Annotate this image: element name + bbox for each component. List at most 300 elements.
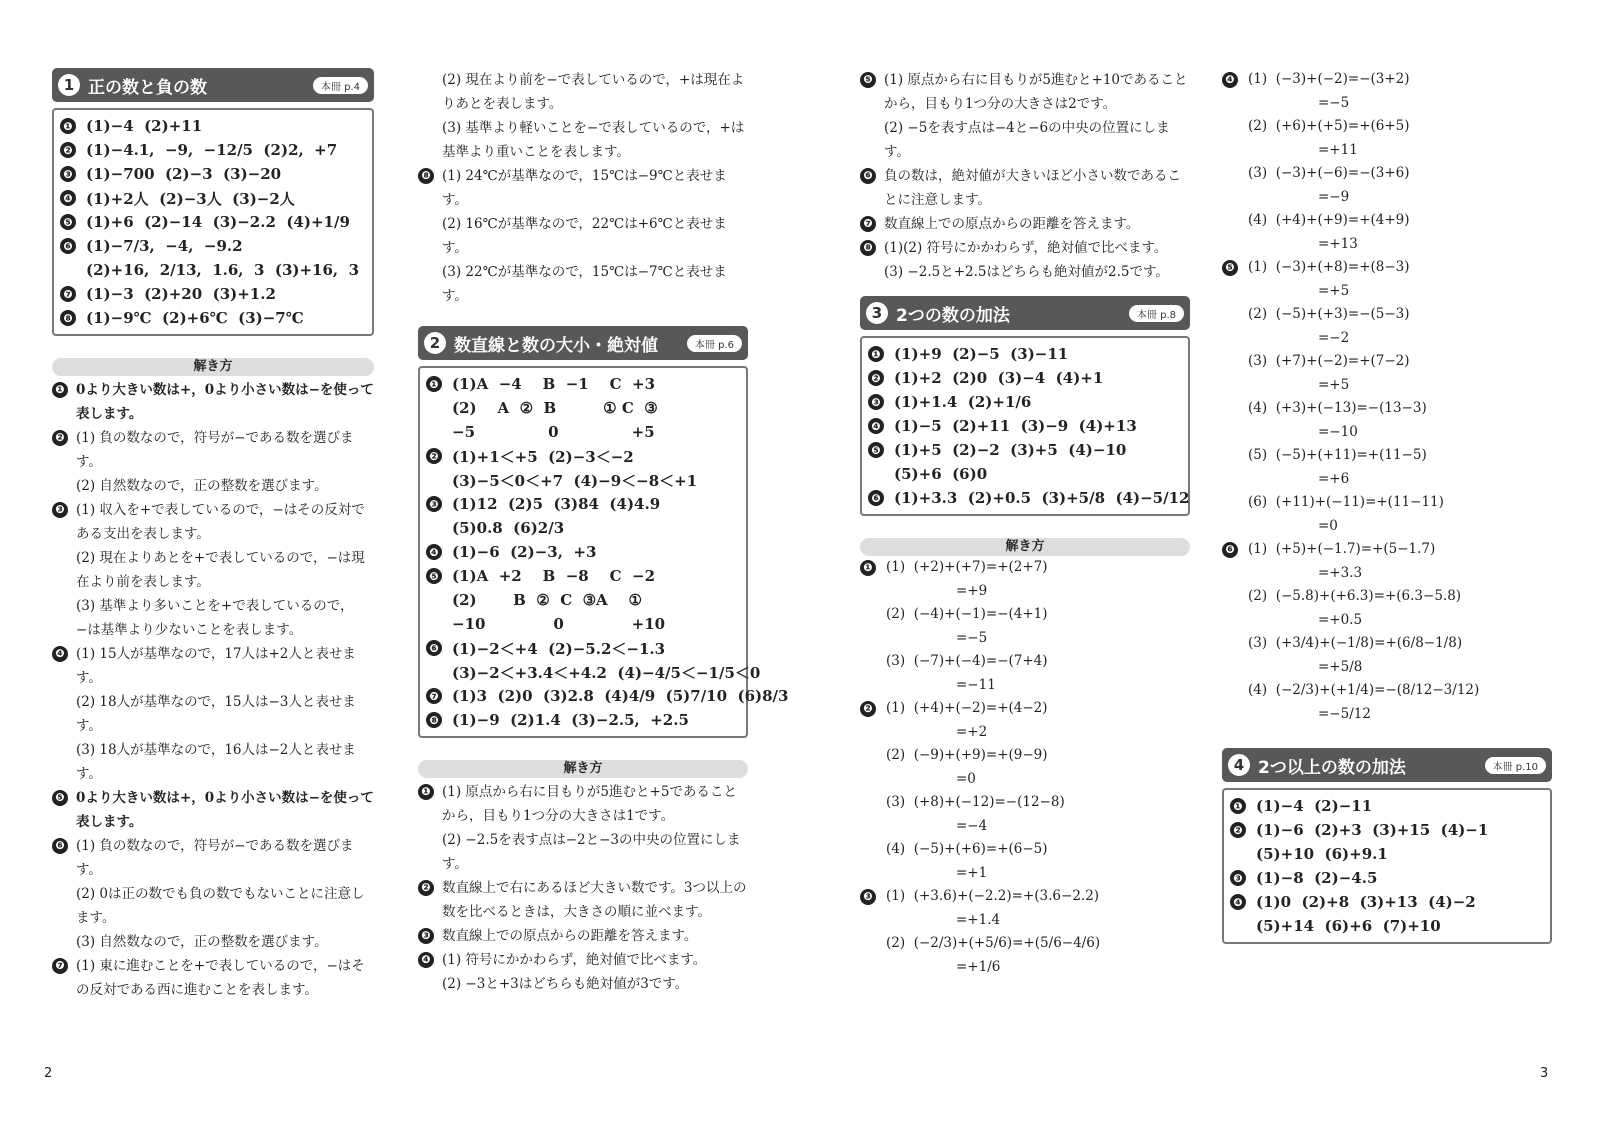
- answer-text: (1)−7/3, −4, −9.2: [86, 237, 243, 255]
- calculation-block: [860, 556, 1190, 603]
- explanation-text: 0より大きい数は+，0より小さい数は−を使って表します。: [76, 790, 374, 830]
- calculation-result: =−5/12: [1318, 705, 1371, 722]
- calculation-block: [1222, 444, 1552, 491]
- calculation-block: [860, 603, 1190, 650]
- answer-text: (2) A ② B ① C ③: [452, 399, 658, 417]
- answer-text: (1)+3.3 (2)+0.5 (3)+5/8 (4)−5/12: [894, 489, 1190, 507]
- question-number-icon: ❶: [426, 376, 442, 392]
- answer-box: [1222, 788, 1552, 944]
- calculation-expression: (1) (+2)+(+7)=+(2+7): [886, 559, 1048, 575]
- question-number-icon: ❶: [860, 560, 876, 576]
- calculation-block: [860, 791, 1190, 838]
- explanation-row: [418, 260, 748, 308]
- calculation-expression: (4) (−5)+(+6)=+(6−5): [886, 841, 1048, 857]
- book-reference: 本冊 p.8: [1129, 305, 1184, 322]
- answer-text: (1)−2＜+4 (2)−5.2＜−1.3: [452, 639, 666, 658]
- calculation-line: [860, 697, 1190, 721]
- calculation-block: [1222, 162, 1552, 209]
- question-number-icon: ❶: [868, 346, 884, 362]
- calculation-line: [1222, 68, 1552, 92]
- calculation-expression: (4) (−2/3)+(+1/4)=−(8/12−3/12): [1248, 682, 1480, 698]
- book-reference: 本冊 p.10: [1485, 757, 1546, 774]
- question-number-icon: ❼: [860, 216, 876, 232]
- calculation-line: [860, 932, 1190, 956]
- explanation-text: (3) 自然数なので，正の整数を選びます。: [76, 934, 328, 950]
- question-number-icon: ❶: [52, 382, 68, 398]
- calculation-result: =−4: [956, 817, 988, 834]
- explanation-text: (2) 現在よりあとを+で表しているので，−は現在より前を表します。: [76, 550, 365, 590]
- explanation-row: [52, 882, 374, 930]
- explanation-text: (1) 負の数なので，符号が−である数を選びます。: [76, 430, 354, 470]
- solution-heading: 解き方: [52, 358, 374, 376]
- explanation-text: (3) 基準より軽いことを−で表しているので，+は基準より重いことを表します。: [442, 120, 745, 160]
- calculation-block: [1222, 68, 1552, 115]
- explanations: [418, 780, 748, 996]
- calculation-result: =+3.3: [1318, 564, 1363, 581]
- explanation-text: (1) 24℃が基準なので，15℃は−9℃と表せます。: [442, 168, 727, 208]
- calculation-result: =+9: [956, 582, 988, 599]
- answer-text: (1)3 (2)0 (3)2.8 (4)4/9 (5)7/10 (6)8/3: [452, 687, 789, 705]
- calculation-line: [1222, 209, 1552, 233]
- question-number-icon: ❶: [60, 118, 76, 134]
- calculation-result: =−5: [956, 629, 988, 646]
- explanation-row: [418, 116, 748, 164]
- calculation-expression: (1) (+4)+(−2)=+(4−2): [886, 700, 1048, 716]
- calculations: [860, 556, 1190, 979]
- question-number-icon: ❷: [1230, 822, 1246, 838]
- answer-text: (1)−9 (2)1.4 (3)−2.5, +2.5: [452, 711, 689, 729]
- calculation-block: [1222, 256, 1552, 303]
- explanation-row: [860, 116, 1190, 164]
- answer-text: (1)−8 (2)−4.5: [1256, 869, 1378, 887]
- explanation-row: [52, 954, 374, 1002]
- explanation-row: [52, 690, 374, 738]
- question-number-icon: ❸: [860, 889, 876, 905]
- explanation-row: [52, 642, 374, 690]
- calculation-line: [1222, 303, 1552, 327]
- calculation-expression: (4) (+3)+(−13)=−(13−3): [1248, 400, 1427, 416]
- calculation-result: =+1/6: [956, 958, 1001, 975]
- question-number-icon: ❽: [418, 168, 434, 184]
- calculation-expression: (2) (−9)+(+9)=+(9−9): [886, 747, 1048, 763]
- calculation-line: [1222, 632, 1552, 656]
- calculation-result: =−11: [956, 676, 996, 693]
- explanation-row: [52, 594, 374, 642]
- answer-text: (1)−6 (2)−3, +3: [452, 543, 597, 561]
- calculation-expression: (3) (+7)+(−2)=+(7−2): [1248, 353, 1410, 369]
- explanation-row: [52, 930, 374, 954]
- answer-row: [426, 708, 740, 732]
- calculation-block: [860, 650, 1190, 697]
- explanations: [52, 378, 374, 1002]
- answer-row: [868, 438, 1182, 462]
- answer-text: (2) B ② C ③A ①: [452, 591, 643, 609]
- question-number-icon: ❷: [868, 370, 884, 386]
- explanation-row: [52, 378, 374, 426]
- question-number-icon: ❻: [60, 238, 76, 254]
- explanation-row: [418, 780, 748, 828]
- answer-row: [60, 258, 366, 282]
- calculation-expression: (3) (−7)+(−4)=−(7+4): [886, 653, 1048, 669]
- explanation-row: [418, 948, 748, 972]
- answer-row: [868, 366, 1182, 390]
- calculation-expression: (2) (−5)+(+3)=−(5−3): [1248, 306, 1410, 322]
- explanation-row: [52, 834, 374, 882]
- explanation-row: [418, 212, 748, 260]
- explanation-text: (3) 18人が基準なので，16人は−2人と表せます。: [76, 742, 356, 782]
- explanation-row: [418, 828, 748, 876]
- question-number-icon: ❻: [860, 168, 876, 184]
- calculation-expression: (5) (−5)+(+11)=+(11−5): [1248, 447, 1427, 463]
- answer-row: [426, 372, 740, 396]
- answer-row: [426, 612, 740, 636]
- calculation-result: =0: [956, 770, 976, 787]
- explanation-text: 数直線上での原点からの距離を答えます。: [884, 216, 1140, 232]
- question-number-icon: ❺: [1222, 260, 1238, 276]
- explanation-text: (2) 16℃が基準なので，22℃は+6℃と表せます。: [442, 216, 727, 256]
- calculation-line: [860, 556, 1190, 580]
- question-number-icon: ❻: [868, 490, 884, 506]
- answer-text: −10 0 +10: [452, 615, 666, 633]
- answer-text: (1)+9 (2)−5 (3)−11: [894, 345, 1069, 363]
- answer-row: [426, 660, 761, 684]
- explanation-text: (1) 収入を+で表しているので，−はその反対である支出を表します。: [76, 502, 365, 542]
- question-number-icon: ❸: [426, 496, 442, 512]
- calculation-expression: (2) (+6)+(+5)=+(6+5): [1248, 118, 1410, 134]
- calculation-line: [1222, 397, 1552, 421]
- answer-row: [1230, 842, 1544, 866]
- answer-row: [426, 636, 740, 660]
- calculation-result: =−2: [1318, 329, 1350, 346]
- explanation-row: [52, 738, 374, 786]
- section-title: 2つ以上の数の加法: [1258, 757, 1406, 778]
- answer-row: [868, 390, 1182, 414]
- calculation-result: =+1.4: [956, 911, 1001, 928]
- calculation-result: =+5: [1318, 282, 1350, 299]
- explanation-row: [860, 212, 1190, 236]
- calculation-block: [1222, 538, 1552, 585]
- explanation-text: (2) −2.5を表す点は−2と−3の中央の位置にします。: [442, 832, 741, 872]
- explanations-continued: [418, 68, 748, 308]
- column-3: [860, 68, 1190, 979]
- calculation-result: =+5/8: [1318, 658, 1363, 675]
- calculation-line: [1222, 350, 1552, 374]
- answer-text: (1)−3 (2)+20 (3)+1.2: [86, 285, 276, 303]
- explanation-text: (1)(2) 符号にかかわらず，絶対値で比べます。: [884, 240, 1168, 256]
- answer-row: [426, 420, 740, 444]
- answer-row: [60, 138, 366, 162]
- question-number-icon: ❻: [52, 838, 68, 854]
- question-number-icon: ❹: [418, 952, 434, 968]
- answer-text: (5)+6 (6)0: [894, 465, 988, 483]
- calculation-block: [1222, 679, 1552, 726]
- section-number: 4: [1228, 754, 1250, 776]
- calculation-block: [1222, 585, 1552, 632]
- answer-text: (1)+1＜+5 (2)−3＜−2: [452, 447, 634, 466]
- calculation-expression: (3) (+3/4)+(−1/8)=+(6/8−1/8): [1248, 635, 1463, 651]
- calculation-result: =+1: [956, 864, 988, 881]
- explanation-text: 数直線上での原点からの距離を答えます。: [442, 928, 698, 944]
- explanation-row: [418, 924, 748, 948]
- book-reference: 本冊 p.4: [313, 77, 368, 94]
- explanation-row: [52, 498, 374, 546]
- answer-text: (5)0.8 (6)2/3: [452, 519, 565, 537]
- calculation-result: =0: [1318, 517, 1338, 534]
- explanation-row: [52, 426, 374, 474]
- answer-text: (5)+10 (6)+9.1: [1256, 845, 1388, 863]
- answer-text: (2)+16, 2/13, 1.6, 3 (3)+16, 3: [86, 261, 360, 279]
- answer-text: (1)−4.1, −9, −12/5 (2)2, +7: [86, 141, 338, 159]
- explanation-row: [52, 786, 374, 834]
- answer-box: [52, 108, 374, 336]
- answer-row: [426, 588, 740, 612]
- answer-row: [426, 444, 740, 468]
- calculation-expression: (2) (−4)+(−1)=−(4+1): [886, 606, 1048, 622]
- explanation-text: (2) 自然数なので，正の整数を選びます。: [76, 478, 328, 494]
- question-number-icon: ❺: [860, 72, 876, 88]
- explanation-text: (1) 原点から右に目もりが5進むと+5であることから，目もり1つ分の大きさは1です。: [442, 784, 737, 824]
- question-number-icon: ❸: [868, 394, 884, 410]
- calculation-expression: (2) (−5.8)+(+6.3)=+(6.3−5.8): [1248, 588, 1462, 604]
- answer-row: [60, 210, 366, 234]
- calculation-result: =+0.5: [1318, 611, 1363, 628]
- explanation-text: (1) 東に進むことを+で表しているので，−はその反対である西に進むことを表します。: [76, 958, 365, 998]
- answer-row: [868, 486, 1190, 510]
- answer-text: (1)0 (2)+8 (3)+13 (4)−2: [1256, 893, 1476, 911]
- calculation-line: [1222, 491, 1552, 515]
- explanation-row: [860, 236, 1190, 260]
- calculation-expression: (6) (+11)+(−11)=+(11−11): [1248, 494, 1444, 510]
- answer-row: [60, 282, 366, 306]
- answer-row: [1230, 794, 1544, 818]
- calculation-expression: (1) (−3)+(+8)=+(8−3): [1248, 259, 1410, 275]
- calculations-continued: [1222, 68, 1552, 726]
- calculation-block: [860, 697, 1190, 744]
- section-1-header: [52, 68, 374, 102]
- question-number-icon: ❽: [60, 310, 76, 326]
- calculation-expression: (3) (+8)+(−12)=−(12−8): [886, 794, 1065, 810]
- question-number-icon: ❹: [1222, 72, 1238, 88]
- calculation-expression: (4) (+4)+(+9)=+(4+9): [1248, 212, 1410, 228]
- section-title: 2つの数の加法: [896, 305, 1010, 326]
- answer-row: [426, 516, 740, 540]
- calculation-result: =−10: [1318, 423, 1358, 440]
- answer-row: [60, 114, 366, 138]
- answer-text: (1)−4 (2)+11: [86, 117, 203, 135]
- calculation-line: [1222, 115, 1552, 139]
- calculation-line: [860, 885, 1190, 909]
- question-number-icon: ❺: [868, 442, 884, 458]
- answer-text: (1)−4 (2)−11: [1256, 797, 1373, 815]
- explanation-text: (2) −3と+3はどちらも絶対値が3です。: [442, 976, 689, 992]
- answer-text: −5 0 +5: [452, 423, 655, 441]
- explanation-text: (1) 原点から右に目もりが5進むと+10であることから，目もり1つ分の大きさは2です。: [884, 72, 1188, 112]
- section-title: 正の数と負の数: [88, 77, 207, 98]
- answer-box: [860, 336, 1190, 516]
- section-number: 2: [424, 332, 446, 354]
- answer-text: (1)A +2 B −8 C −2: [452, 567, 656, 585]
- question-number-icon: ❼: [52, 958, 68, 974]
- answer-text: (3)−2＜+3.4＜+4.2 (4)−4/5＜−1/5＜0: [452, 663, 761, 682]
- calculation-block: [1222, 209, 1552, 256]
- answer-text: (1)+6 (2)−14 (3)−2.2 (4)+1/9: [86, 213, 350, 231]
- calculation-line: [1222, 256, 1552, 280]
- explanation-text: (2) 現在より前を−で表しているので，+は現在よりあとを表します。: [442, 72, 745, 112]
- question-number-icon: ❺: [52, 790, 68, 806]
- explanation-row: [418, 972, 748, 996]
- explanation-row: [860, 68, 1190, 116]
- calculation-block: [1222, 397, 1552, 444]
- answer-row: [1230, 914, 1544, 938]
- calculation-block: [1222, 632, 1552, 679]
- question-number-icon: ❺: [426, 568, 442, 584]
- answer-text: (1)+5 (2)−2 (3)+5 (4)−10: [894, 441, 1127, 459]
- answer-text: (1)−9℃ (2)+6℃ (3)−7℃: [86, 309, 304, 327]
- explanation-row: [418, 876, 748, 924]
- explanation-text: 負の数は，絶対値が大きいほど小さい数であることに注意します。: [884, 168, 1181, 208]
- calculation-line: [1222, 679, 1552, 703]
- solution-heading: 解き方: [418, 760, 748, 778]
- question-number-icon: ❶: [418, 784, 434, 800]
- question-number-icon: ❹: [52, 646, 68, 662]
- calculation-expression: (2) (−2/3)+(+5/6)=+(5/6−4/6): [886, 935, 1101, 951]
- calculation-line: [860, 650, 1190, 674]
- answer-row: [868, 414, 1182, 438]
- book-reference: 本冊 p.6: [687, 335, 742, 352]
- calculation-block: [1222, 303, 1552, 350]
- section-number: 3: [866, 302, 888, 324]
- explanation-row: [418, 164, 748, 212]
- section-3-header: [860, 296, 1190, 330]
- question-number-icon: ❷: [60, 142, 76, 158]
- calculation-result: =+5: [1318, 376, 1350, 393]
- answer-row: [1230, 818, 1544, 842]
- question-number-icon: ❺: [60, 214, 76, 230]
- answer-row: [426, 684, 789, 708]
- question-number-icon: ❸: [52, 502, 68, 518]
- question-number-icon: ❼: [426, 688, 442, 704]
- section-title: 数直線と数の大小・絶対値: [454, 335, 658, 356]
- calculation-block: [1222, 115, 1552, 162]
- explanation-row: [52, 474, 374, 498]
- question-number-icon: ❸: [1230, 870, 1246, 886]
- answer-text: (1)+2 (2)0 (3)−4 (4)+1: [894, 369, 1104, 387]
- question-number-icon: ❻: [426, 640, 442, 656]
- explanation-text: (2) 0は正の数でも負の数でもないことに注意します。: [76, 886, 365, 926]
- answer-row: [60, 234, 366, 258]
- section-number: 1: [58, 74, 80, 96]
- explanation-text: (3) 22℃が基準なので，15℃は−7℃と表せます。: [442, 264, 727, 304]
- question-number-icon: ❼: [60, 286, 76, 302]
- answer-row: [426, 468, 740, 492]
- calculation-expression: (3) (−3)+(−6)=−(3+6): [1248, 165, 1410, 181]
- question-number-icon: ❹: [868, 418, 884, 434]
- explanation-row: [860, 164, 1190, 212]
- explanation-text: 0より大きい数は+，0より小さい数は−を使って表します。: [76, 382, 374, 422]
- answer-row: [426, 492, 740, 516]
- calculation-result: =−9: [1318, 188, 1350, 205]
- calculation-expression: (1) (+5)+(−1.7)=+(5−1.7): [1248, 541, 1436, 557]
- answer-row: [426, 396, 740, 420]
- answer-row: [60, 162, 366, 186]
- calculation-result: =+13: [1318, 235, 1358, 252]
- answer-row: [868, 342, 1182, 366]
- calculation-result: =+6: [1318, 470, 1350, 487]
- answer-row: [426, 540, 740, 564]
- answer-text: (1)+2人 (2)−3人 (3)−2人: [86, 189, 295, 208]
- section-4-header: [1222, 748, 1552, 782]
- solution-heading: 解き方: [860, 538, 1190, 556]
- explanations-continued: [860, 68, 1190, 284]
- answer-text: (1)−6 (2)+3 (3)+15 (4)−1: [1256, 821, 1489, 839]
- calculation-block: [1222, 350, 1552, 397]
- calculation-block: [860, 744, 1190, 791]
- calculation-line: [860, 791, 1190, 815]
- question-number-icon: ❷: [860, 701, 876, 717]
- answer-text: (3)−5＜0＜+7 (4)−9＜−8＜+1: [452, 471, 698, 490]
- calculation-line: [1222, 444, 1552, 468]
- calculation-result: =+11: [1318, 141, 1358, 158]
- explanation-row: [860, 260, 1190, 284]
- calculation-block: [860, 838, 1190, 885]
- calculation-expression: (1) (−3)+(−2)=−(3+2): [1248, 71, 1410, 87]
- calculation-block: [1222, 491, 1552, 538]
- explanation-text: (2) 18人が基準なので，15人は−3人と表せます。: [76, 694, 356, 734]
- calculation-result: =+2: [956, 723, 988, 740]
- answer-text: (1)12 (2)5 (3)84 (4)4.9: [452, 495, 661, 513]
- calculation-expression: (1) (+3.6)+(−2.2)=+(3.6−2.2): [886, 888, 1100, 904]
- calculation-block: [860, 885, 1190, 932]
- explanation-row: [52, 546, 374, 594]
- calculation-line: [860, 744, 1190, 768]
- column-2: [418, 68, 789, 996]
- page-number-right: 3: [1540, 1066, 1549, 1081]
- question-number-icon: ❶: [1230, 798, 1246, 814]
- question-number-icon: ❽: [860, 240, 876, 256]
- calculation-line: [1222, 162, 1552, 186]
- question-number-icon: ❸: [60, 166, 76, 182]
- question-number-icon: ❹: [60, 190, 76, 206]
- calculation-line: [1222, 538, 1552, 562]
- answer-row: [426, 564, 740, 588]
- calculation-line: [860, 838, 1190, 862]
- answer-row: [60, 186, 366, 210]
- column-1: [52, 68, 374, 1002]
- section-2-header: [418, 326, 748, 360]
- calculation-result: =−5: [1318, 94, 1350, 111]
- page-number-left: 2: [44, 1066, 53, 1081]
- answer-text: (1)−5 (2)+11 (3)−9 (4)+13: [894, 417, 1137, 435]
- question-number-icon: ❹: [426, 544, 442, 560]
- answer-text: (1)−700 (2)−3 (3)−20: [86, 165, 282, 183]
- answer-row: [1230, 866, 1544, 890]
- calculation-line: [860, 603, 1190, 627]
- calculation-line: [1222, 585, 1552, 609]
- answer-row: [868, 462, 1182, 486]
- explanation-text: (1) 負の数なので，符号が−である数を選びます。: [76, 838, 354, 878]
- answer-text: (5)+14 (6)+6 (7)+10: [1256, 917, 1441, 935]
- question-number-icon: ❸: [418, 928, 434, 944]
- question-number-icon: ❷: [418, 880, 434, 896]
- explanation-text: (3) 基準より多いことを+で表しているので，−は基準より少ないことを表します。: [76, 598, 354, 638]
- answer-text: (1)+1.4 (2)+1/6: [894, 393, 1032, 411]
- question-number-icon: ❷: [52, 430, 68, 446]
- answer-box: [418, 366, 789, 738]
- question-number-icon: ❽: [426, 712, 442, 728]
- answer-row: [1230, 890, 1544, 914]
- column-4: [1222, 68, 1552, 944]
- answer-text: (1)A −4 B −1 C +3: [452, 375, 656, 393]
